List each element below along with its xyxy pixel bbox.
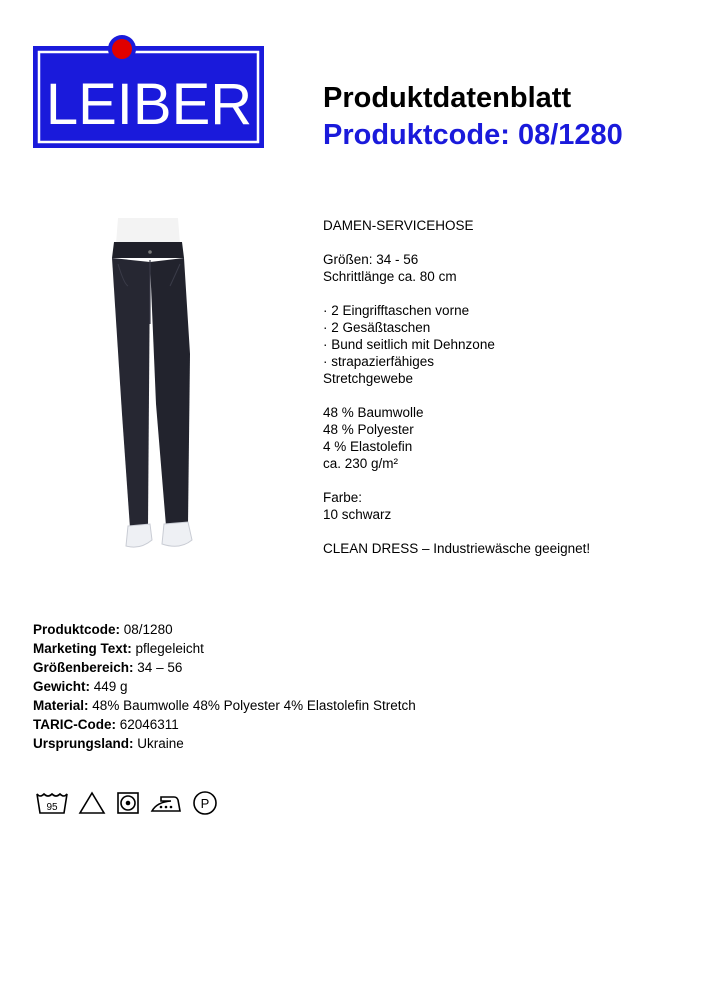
spec-row — [33, 696, 416, 715]
feature-item: · strapazierfähiges — [323, 354, 435, 369]
spec-value: 449 g — [93, 679, 128, 694]
feature-item: · Bund seitlich mit Dehnzone — [323, 337, 495, 352]
spec-label: Produktcode: — [33, 622, 121, 637]
inseam-text: Schrittlänge ca. 80 cm — [323, 269, 457, 284]
composition-item: 4 % Elastolefin — [323, 439, 413, 454]
spec-row — [33, 734, 416, 753]
spec-value: 34 – 56 — [137, 660, 183, 675]
composition-item: 48 % Polyester — [323, 422, 414, 437]
color-value: 10 schwarz — [323, 507, 392, 522]
bleach-triangle-icon — [77, 790, 107, 816]
product-description — [323, 217, 663, 557]
feature-item: Stretchgewebe — [323, 371, 414, 386]
feature-item: · 2 Gesäßtaschen — [323, 320, 431, 335]
spec-value: 62046311 — [119, 717, 179, 732]
dry-clean-letter: P — [200, 796, 210, 811]
spec-label: Material: — [33, 698, 89, 713]
dry-clean-p-icon — [191, 790, 219, 816]
spec-value: 08/1280 — [123, 622, 173, 637]
sizes-text: Größen: 34 - 56 — [323, 252, 419, 267]
iron-icon — [149, 790, 183, 816]
spec-row — [33, 639, 416, 658]
care-symbols — [35, 790, 219, 816]
spec-row — [33, 620, 416, 639]
spec-label: Ursprungsland: — [33, 736, 134, 751]
product-photo — [100, 214, 210, 556]
tumble-dry-icon — [115, 790, 141, 816]
spec-label: Gewicht: — [33, 679, 91, 694]
spec-value: pflegeleicht — [135, 641, 204, 656]
leiber-logo — [33, 35, 264, 148]
wash-95-icon — [35, 790, 69, 816]
product-code-heading: Produktcode: 08/1280 — [323, 119, 623, 151]
wash-temp: 95 — [46, 802, 58, 813]
color-label: Farbe: — [323, 490, 363, 505]
product-name: DAMEN-SERVICEHOSE — [323, 218, 474, 233]
spec-row — [33, 715, 416, 734]
spec-label: Marketing Text: — [33, 641, 132, 656]
spec-list — [33, 620, 416, 753]
logo-text: LEIBER — [45, 72, 253, 137]
page-title: Produktdatenblatt — [323, 82, 572, 114]
feature-item: · 2 Eingrifftaschen vorne — [323, 303, 470, 318]
composition-item: 48 % Baumwolle — [323, 405, 424, 420]
spec-row — [33, 658, 416, 677]
spec-row — [33, 677, 416, 696]
spec-label: TARIC-Code: — [33, 717, 116, 732]
spec-label: Größenbereich: — [33, 660, 134, 675]
composition-item: ca. 230 g/m² — [323, 456, 399, 471]
clean-dress-note: CLEAN DRESS – Industriewäsche geeignet! — [323, 541, 591, 556]
spec-value: 48% Baumwolle 48% Polyester 4% Elastolefin Stretch — [92, 698, 416, 713]
spec-value: Ukraine — [137, 736, 184, 751]
